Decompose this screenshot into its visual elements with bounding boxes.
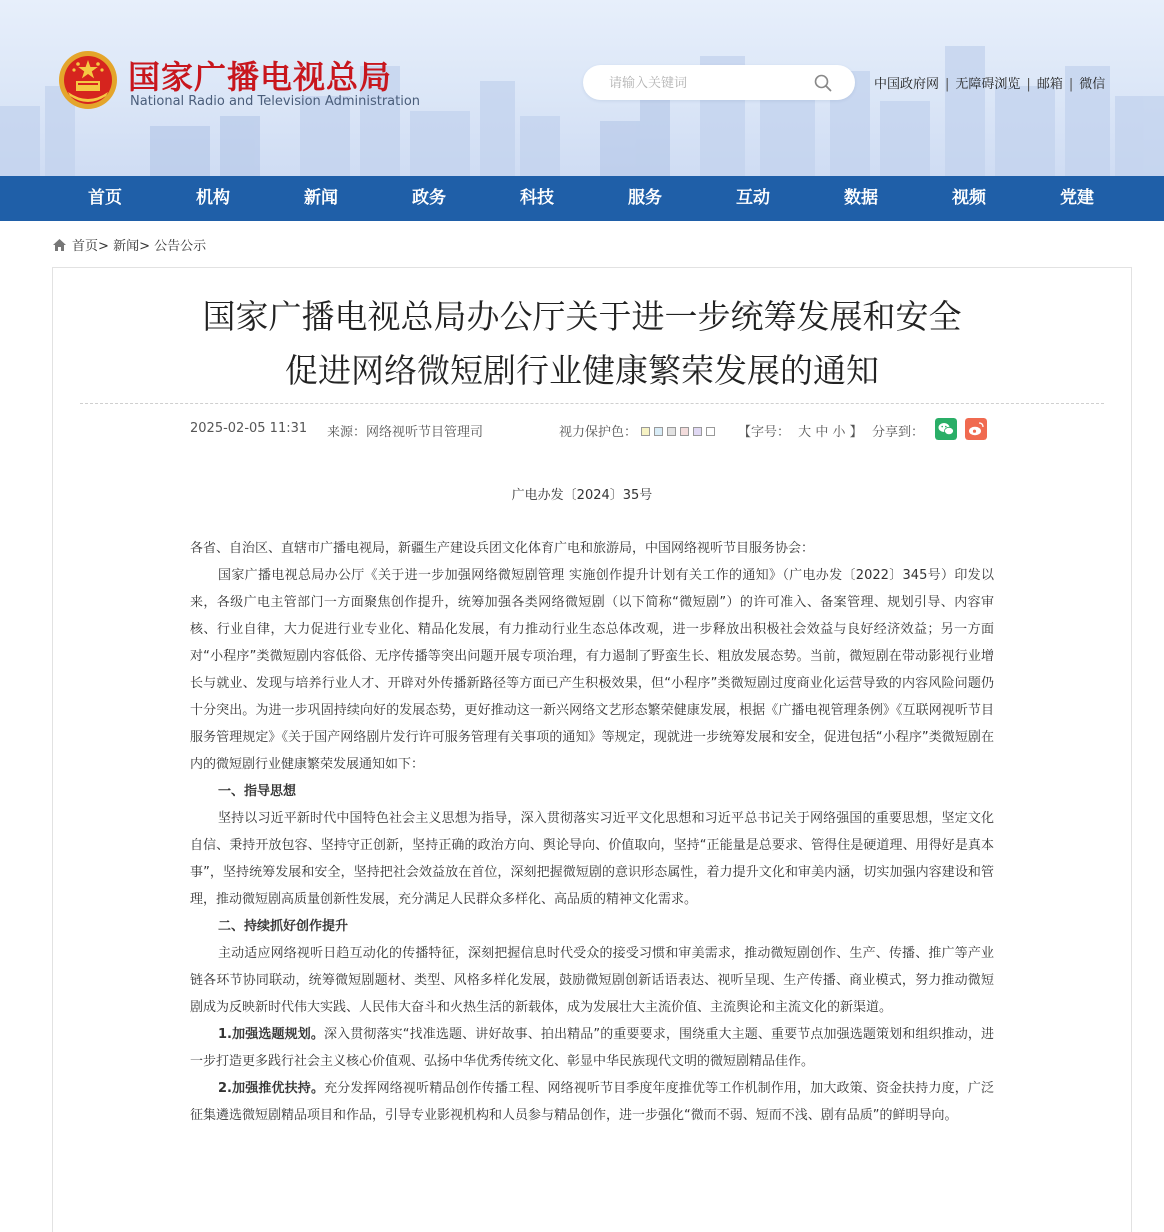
nav-news[interactable]: 新闻 xyxy=(304,188,338,208)
font-size-control xyxy=(738,421,863,440)
nav-interaction[interactable]: 互动 xyxy=(736,188,770,208)
search-icon[interactable] xyxy=(813,73,833,93)
swatch-purple[interactable] xyxy=(693,427,702,436)
national-emblem-logo[interactable] xyxy=(58,50,118,110)
font-size-label: 【字号： xyxy=(738,425,791,440)
swatch-gray[interactable] xyxy=(667,427,676,436)
article-title xyxy=(0,290,1164,398)
eye-protect-label: 视力保护色： xyxy=(559,425,638,440)
font-large-button[interactable]: 大 xyxy=(798,425,812,440)
breadcrumb xyxy=(52,235,206,254)
article-title-line2: 促进网络微短剧行业健康繁荣发展的通知 xyxy=(285,351,879,390)
link-wechat[interactable]: 微信 xyxy=(1079,77,1106,92)
list-item-1-text: 深入贯彻落实“找准选题、讲好故事、拍出精品”的重要要求，围绕重大主题、重要节点加强选题策划和组织推动，进一步打造更多践行社会主义核心价值观、弘扬中华优秀传统文化、彰显中华民族现代文明的微短剧精品佳作。 xyxy=(190,1027,994,1069)
nav-institution[interactable]: 机构 xyxy=(196,188,230,208)
nav-government[interactable]: 政务 xyxy=(412,188,446,208)
list-item-2-lead: 2.加强推优扶持。 xyxy=(218,1081,325,1096)
link-separator: | xyxy=(1068,77,1074,92)
nav-service[interactable]: 服务 xyxy=(628,188,662,208)
swatch-white[interactable] xyxy=(706,427,715,436)
list-item-1-lead: 1.加强选题规划。 xyxy=(218,1027,325,1042)
swatch-pink[interactable] xyxy=(680,427,689,436)
title-divider xyxy=(80,403,1104,404)
search-input[interactable] xyxy=(609,72,809,94)
link-separator: | xyxy=(945,77,950,92)
article-paragraph-3: 主动适应网络视听日趋互动化的传播特征，深刻把握信息时代受众的接受习惯和审美需求，推动微短剧创作、生产、传播、推广等产业链各环节协同联动，统筹微短剧题材、类型、风格多样化发展，鼓励微短剧创新话语表达、视听呈现、生产传播、商业模式，努力推动微短剧成为反映新时代伟大实践、人民伟大奋斗和火热生活的新载体，成为发展壮大主流价值、主流舆论和主流文化的新渠道。 xyxy=(190,946,994,1015)
nav-data[interactable]: 数据 xyxy=(844,188,878,208)
swatch-yellow[interactable] xyxy=(641,427,650,436)
breadcrumb-separator: > xyxy=(139,239,150,254)
link-gov[interactable]: 中国政府网 xyxy=(874,77,940,92)
link-accessibility[interactable]: 无障碍浏览 xyxy=(955,77,1021,92)
top-links xyxy=(874,73,1105,92)
font-size-close: 】 xyxy=(849,425,863,440)
swatch-blue[interactable] xyxy=(654,427,663,436)
breadcrumb-home[interactable]: 首页 xyxy=(72,239,99,254)
section-heading-1: 一、指导思想 xyxy=(218,784,297,799)
nav-party[interactable]: 党建 xyxy=(1060,188,1094,208)
article-recipients: 各省、自治区、直辖市广播电视局，新疆生产建设兵团文化体育广电和旅游局，中国网络视听节目服务协会： xyxy=(190,541,815,556)
article-title-line1: 国家广播电视总局办公厅关于进一步统筹发展和安全 xyxy=(202,297,962,336)
article-date: 2025-02-05 11:31 xyxy=(190,421,308,436)
section-heading-2: 二、持续抓好创作提升 xyxy=(218,919,349,934)
eye-protect-control xyxy=(559,421,719,440)
article-paragraph-2: 坚持以习近平新时代中国特色社会主义思想为指导，深入贯彻落实习近平文化思想和习近平总书记关于网络强国的重要思想，坚定文化自信、秉持开放包容、坚持守正创新，坚持正确的政治方向、舆论导向、价值取向，坚持“正能量是总要求、管得住是硬道理、用得好是真本事”，坚持统筹发展和安全，坚持把社会效益放在首位，深刻把握微短剧的意识形态属性，着力提升文化和审美内涵，切实加强内容建设和管理，推动微短剧高质量创新性发展，充分满足人民群众多样化、高品质的精神文化需求。 xyxy=(190,811,994,907)
site-header xyxy=(0,0,1164,176)
list-item-1 xyxy=(190,1021,994,1075)
article-body xyxy=(190,535,994,1129)
breadcrumb-news[interactable]: 新闻 xyxy=(113,239,140,254)
search-box xyxy=(583,65,855,100)
article-source: 来源：网络视听节目管理司 xyxy=(327,425,484,440)
link-separator: | xyxy=(1026,77,1031,92)
share-label: 分享到： xyxy=(872,425,925,440)
nav-video[interactable]: 视频 xyxy=(952,188,986,208)
font-small-button[interactable]: 小 xyxy=(832,425,846,440)
site-name-en[interactable]: National Radio and Television Administration xyxy=(130,94,421,109)
share-wechat-button[interactable] xyxy=(935,418,957,440)
nav-technology[interactable]: 科技 xyxy=(520,188,554,208)
share-weibo-button[interactable] xyxy=(965,418,987,440)
home-icon xyxy=(52,238,67,252)
nav-home[interactable]: 首页 xyxy=(88,188,122,208)
link-mail[interactable]: 邮箱 xyxy=(1036,77,1063,92)
breadcrumb-current[interactable]: 公告公示 xyxy=(154,239,207,254)
font-medium-button[interactable]: 中 xyxy=(815,425,829,440)
breadcrumb-separator: > xyxy=(98,239,109,254)
list-item-2-text: 充分发挥网络视听精品创作传播工程、网络视听节目季度年度推优等工作机制作用，加大政策、资金扶持力度，广泛征集遴选微短剧精品项目和作品，引导专业影视机构和人员参与精品创作，进一步强化“微而不弱、短而不浅、剧有品质”的鲜明导向。 xyxy=(190,1081,994,1123)
list-item-2 xyxy=(190,1075,994,1129)
site-name-cn[interactable]: 国家广播电视总局 xyxy=(128,58,393,96)
main-nav xyxy=(0,176,1164,221)
article-paragraph-1: 国家广播电视总局办公厅《关于进一步加强网络微短剧管理 实施创作提升计划有关工作的通知》（广电办发〔2022〕345号）印发以来，各级广电主管部门一方面聚焦创作提升，统筹加强各类网络微短剧（以下简称“微短剧”）的许可准入、备案管理、规划引导、内容审核、行业自律，大力促进行业专业化、精品化发展，有力推动行业生态总体改观，进一步释放出积极社会效益与良好经济效益；另一方面对“小程序”类微短剧内容低俗、无序传播等突出问题开展专项治理，有力遏制了野蛮生长、粗放发展态势。当前，微短剧在带动影视行业增长与就业、发现与培养行业人才、开辟对外传播新路径等方面已产生积极效果，但“小程序”类微短剧过度商业化运营导致的内容风险问题仍十分突出。为进一步巩固持续向好的发展态势，更好推动这一新兴网络文艺形态繁荣健康发展，根据《广播电视管理条例》《互联网视听节目服务管理规定》《关于国产网络剧片发行许可服务管理有关事项的通知》等规定，现就进一步统筹发展和安全，促进包括“小程序”类微短剧在内的微短剧行业健康繁荣发展通知如下： xyxy=(190,568,994,772)
document-number: 广电办发〔2024〕35号 xyxy=(511,488,653,503)
